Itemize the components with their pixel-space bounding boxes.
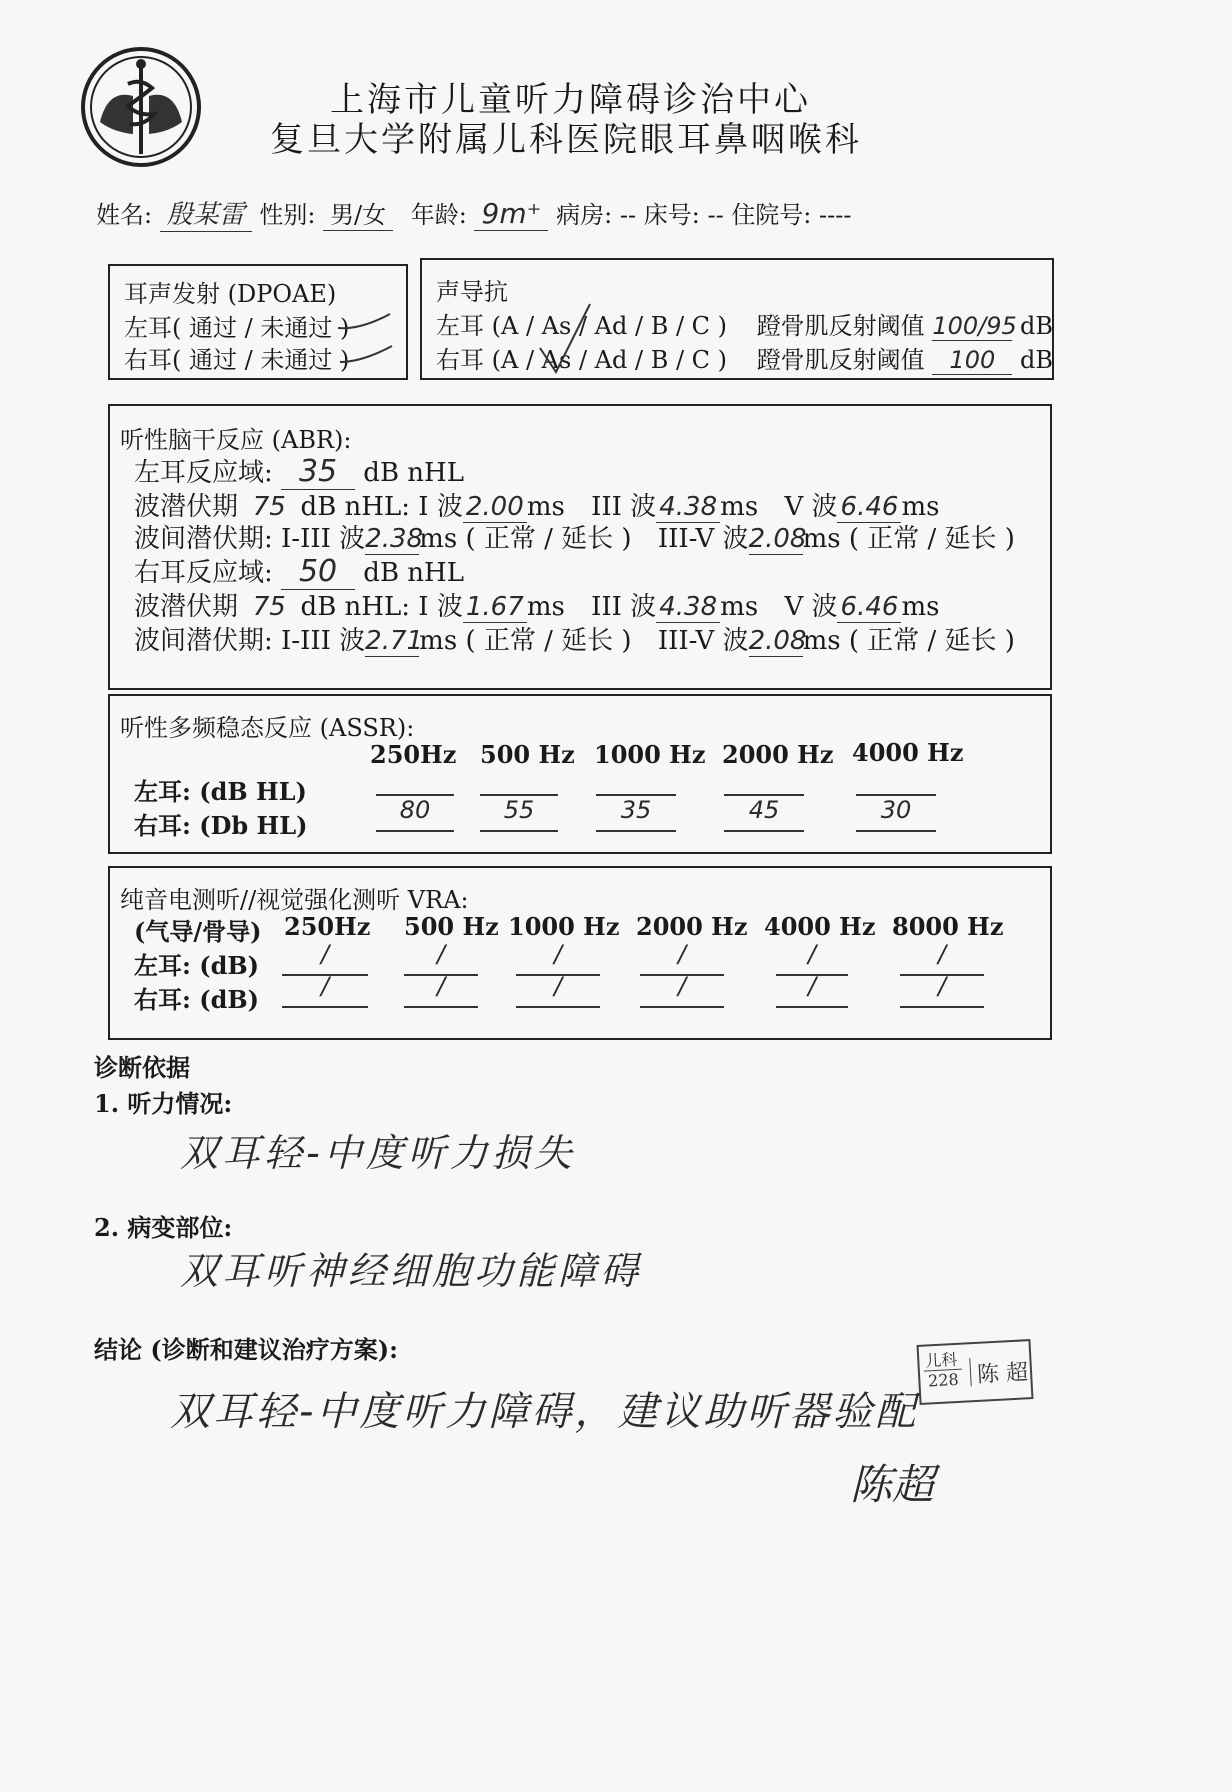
- abr-left-interpeak-label: 波间潜伏期:: [134, 524, 273, 554]
- abr-right-iii-v-status: ( 正常 / 延长 ): [848, 626, 1015, 656]
- abr-left-threshold: 35: [281, 454, 355, 490]
- assr-left-4000: [856, 760, 936, 796]
- ms-unit: ms: [802, 524, 841, 554]
- assr-left-2000: [724, 760, 804, 796]
- abr-left-threshold-row: [134, 452, 464, 490]
- abr-left-wave-v-label: V 波: [784, 492, 838, 522]
- ms-unit: ms: [720, 592, 759, 622]
- stamp-name: 陈 超: [969, 1355, 1028, 1386]
- assr-title: 听性多频稳态反应 (ASSR):: [120, 714, 415, 742]
- name-value: 殷某雷: [160, 194, 252, 232]
- abr-title: 听性脑干反应 (ABR):: [120, 426, 352, 454]
- abr-right-wave-i: 1.67: [463, 592, 527, 623]
- dpoae-check-marks: [330, 300, 400, 380]
- sex-value: 男/女: [323, 195, 393, 231]
- abr-right-wave-i-label: I 波: [418, 592, 463, 622]
- ms-unit: ms: [419, 626, 458, 656]
- pta-right-8000: /: [900, 972, 984, 1008]
- abr-right-wave-iii: 4.38: [656, 592, 720, 623]
- pta-right-4000: /: [776, 972, 848, 1008]
- assr-left-label: 左耳: (dB HL): [134, 777, 307, 806]
- abr-right-wave-v-label: V 波: [784, 592, 838, 622]
- abr-left-interpeak-row: [134, 518, 1015, 555]
- sex-label: 性别:: [259, 201, 316, 229]
- hearing-text: 双耳轻-中度听力损失: [180, 1131, 576, 1175]
- assr-right-1000: 35: [596, 796, 676, 832]
- abr-left-latency-level: 75: [252, 492, 286, 522]
- abr-left-latency-unit: dB nHL:: [300, 492, 411, 522]
- pta-freq-1000: 1000 Hz: [508, 912, 620, 941]
- pta-right-1000: /: [516, 972, 600, 1008]
- abr-right-iii-v: 2.08: [748, 626, 807, 656]
- assr-right-label: 右耳: (Db HL): [134, 811, 308, 840]
- abr-left-unit: dB nHL: [363, 458, 464, 488]
- abr-right-iii-v-label: III-V 波: [657, 626, 749, 656]
- conclusion-text: 双耳轻-中度听力障碍，建议助听器验配: [170, 1389, 919, 1435]
- abr-right-interpeak-label: 波间潜伏期:: [134, 626, 273, 656]
- abr-left-iii-v-label: III-V 波: [657, 524, 749, 554]
- right-reflex-unit: dB: [1019, 346, 1053, 374]
- assr-freq-4000: 4000 Hz: [852, 738, 964, 767]
- abr-right-wave-iii-label: III 波: [591, 592, 657, 622]
- inpatient-value: ----: [819, 201, 852, 229]
- pta-left-4000: /: [776, 940, 848, 976]
- abr-left-i-iii-status: ( 正常 / 延长 ): [465, 524, 632, 554]
- assr-left-500: [480, 760, 558, 796]
- left-reflex-value: 100/95: [932, 312, 1017, 340]
- pta-freq-2000: 2000 Hz: [636, 912, 748, 941]
- ms-unit: ms: [802, 626, 841, 656]
- abr-right-i-iii-status: ( 正常 / 延长 ): [465, 626, 632, 656]
- pta-freq-8000: 8000 Hz: [892, 912, 1004, 941]
- abr-right-i-iii-label: I-III 波: [281, 626, 366, 656]
- pta-left-label: 左耳: (dB): [134, 951, 259, 980]
- bed-label: 床号:: [643, 201, 700, 229]
- abr-left-iii-v-status: ( 正常 / 延长 ): [848, 524, 1015, 554]
- abr-right-wave-v: 6.46: [837, 592, 901, 623]
- age-value: 9m⁺: [474, 197, 548, 231]
- assr-right-500: 55: [480, 796, 558, 832]
- abr-left-wave-i-label: I 波: [418, 492, 463, 522]
- pta-left-8000: /: [900, 940, 984, 976]
- pta-title: 纯音电测听//视觉强化测听 VRA:: [120, 886, 469, 914]
- tymp-left-row: [436, 306, 1053, 341]
- header-title-2: 复旦大学附属儿科医院眼耳鼻咽喉科: [270, 120, 862, 160]
- abr-left-iii-v: 2.08: [748, 524, 807, 554]
- abr-left-latency-label: 波潜伏期: [134, 492, 239, 522]
- abr-right-i-iii: 2.71: [365, 626, 424, 656]
- abr-right-latency-level: 75: [252, 592, 286, 622]
- abr-right-latency-row: [134, 586, 939, 623]
- assr-left-1000: [596, 760, 676, 796]
- right-reflex-value: 100: [932, 346, 1012, 375]
- stamp-line1: 儿科: [924, 1349, 958, 1371]
- stamp-line2: 228: [924, 1369, 963, 1391]
- lesion-text: 双耳听神经细胞功能障碍: [180, 1249, 643, 1293]
- pta-right-500: /: [404, 972, 478, 1008]
- hearing-label: 1. 听力情况:: [94, 1089, 233, 1118]
- abr-right-threshold: 50: [281, 554, 355, 590]
- ms-unit: ms: [419, 524, 458, 554]
- pta-freq-500: 500 Hz: [404, 912, 499, 941]
- left-reflex-unit: dB: [1019, 312, 1053, 340]
- tymp-check-mark: [530, 298, 600, 378]
- conclusion-label: 结论 (诊断和建议治疗方案):: [94, 1335, 398, 1364]
- tymp-right-row: [436, 340, 1053, 375]
- diagnosis-title: 诊断依据: [94, 1053, 190, 1082]
- dpoae-title: 耳声发射 (DPOAE): [124, 280, 337, 308]
- abr-right-threshold-label: 右耳反应域:: [134, 558, 273, 588]
- abr-right-interpeak-row: [134, 620, 1015, 657]
- assr-freq-250: 250Hz: [370, 740, 457, 769]
- abr-left-wave-i: 2.00: [463, 492, 527, 523]
- abr-right-unit: dB nHL: [363, 558, 464, 588]
- patient-info-row: [96, 194, 851, 232]
- pta-left-500: /: [404, 940, 478, 976]
- dpoae-right: 右耳( 通过 / 未通过 ): [124, 346, 350, 374]
- ms-unit: ms: [526, 592, 565, 622]
- doctor-stamp: [917, 1339, 1034, 1405]
- assr-right-4000: 30: [856, 796, 936, 832]
- age-label: 年龄:: [410, 201, 467, 229]
- ward-value: --: [619, 201, 637, 229]
- pta-left-250: /: [282, 940, 368, 976]
- ward-label: 病房:: [556, 201, 613, 229]
- assr-freq-1000: 1000 Hz: [594, 740, 706, 769]
- abr-right-threshold-row: [134, 552, 464, 590]
- pta-left-2000: /: [640, 940, 724, 976]
- pta-subtitle: (气导/骨导): [134, 917, 262, 946]
- pta-freq-250: 250Hz: [284, 912, 371, 941]
- assr-freq-2000: 2000 Hz: [722, 740, 834, 769]
- ms-unit: ms: [901, 492, 940, 522]
- pta-right-label: 右耳: (dB): [134, 985, 259, 1014]
- tymp-title: 声导抗: [436, 278, 508, 306]
- dpoae-left: 左耳( 通过 / 未通过 ): [124, 314, 350, 342]
- ms-unit: ms: [526, 492, 565, 522]
- inpatient-label: 住院号:: [731, 201, 812, 229]
- reflex-label-right: 蹬骨肌反射阈值: [756, 346, 925, 374]
- ms-unit: ms: [901, 592, 940, 622]
- lesion-label: 2. 病变部位:: [94, 1213, 233, 1242]
- abr-left-wave-iii-label: III 波: [591, 492, 657, 522]
- name-label: 姓名:: [96, 201, 153, 229]
- abr-left-i-iii-label: I-III 波: [281, 524, 366, 554]
- pta-left-1000: /: [516, 940, 600, 976]
- ms-unit: ms: [720, 492, 759, 522]
- doctor-signature: 陈超: [850, 1460, 935, 1509]
- abr-left-i-iii: 2.38: [365, 524, 424, 554]
- hospital-logo: [78, 44, 204, 170]
- reflex-label-left: 蹬骨肌反射阈值: [756, 312, 925, 340]
- tymp-right-label: 右耳 (A / As / Ad / B / C ): [436, 346, 728, 374]
- abr-right-latency-unit: dB nHL:: [300, 592, 411, 622]
- assr-right-2000: 45: [724, 796, 804, 832]
- assr-right-250: 80: [376, 796, 454, 832]
- bed-value: --: [707, 201, 724, 229]
- assr-freq-500: 500 Hz: [480, 740, 575, 769]
- abr-left-threshold-label: 左耳反应域:: [134, 458, 273, 488]
- tymp-left-label: 左耳 (A / As / Ad / B / C ): [436, 312, 728, 340]
- abr-right-latency-label: 波潜伏期: [134, 592, 239, 622]
- pta-right-2000: /: [640, 972, 724, 1008]
- pta-right-250: /: [282, 972, 368, 1008]
- assr-left-250: [376, 760, 454, 796]
- header-title-1: 上海市儿童听力障碍诊治中心: [330, 80, 811, 120]
- abr-left-wave-iii: 4.38: [656, 492, 720, 523]
- abr-left-wave-v: 6.46: [837, 492, 901, 523]
- pta-freq-4000: 4000 Hz: [764, 912, 876, 941]
